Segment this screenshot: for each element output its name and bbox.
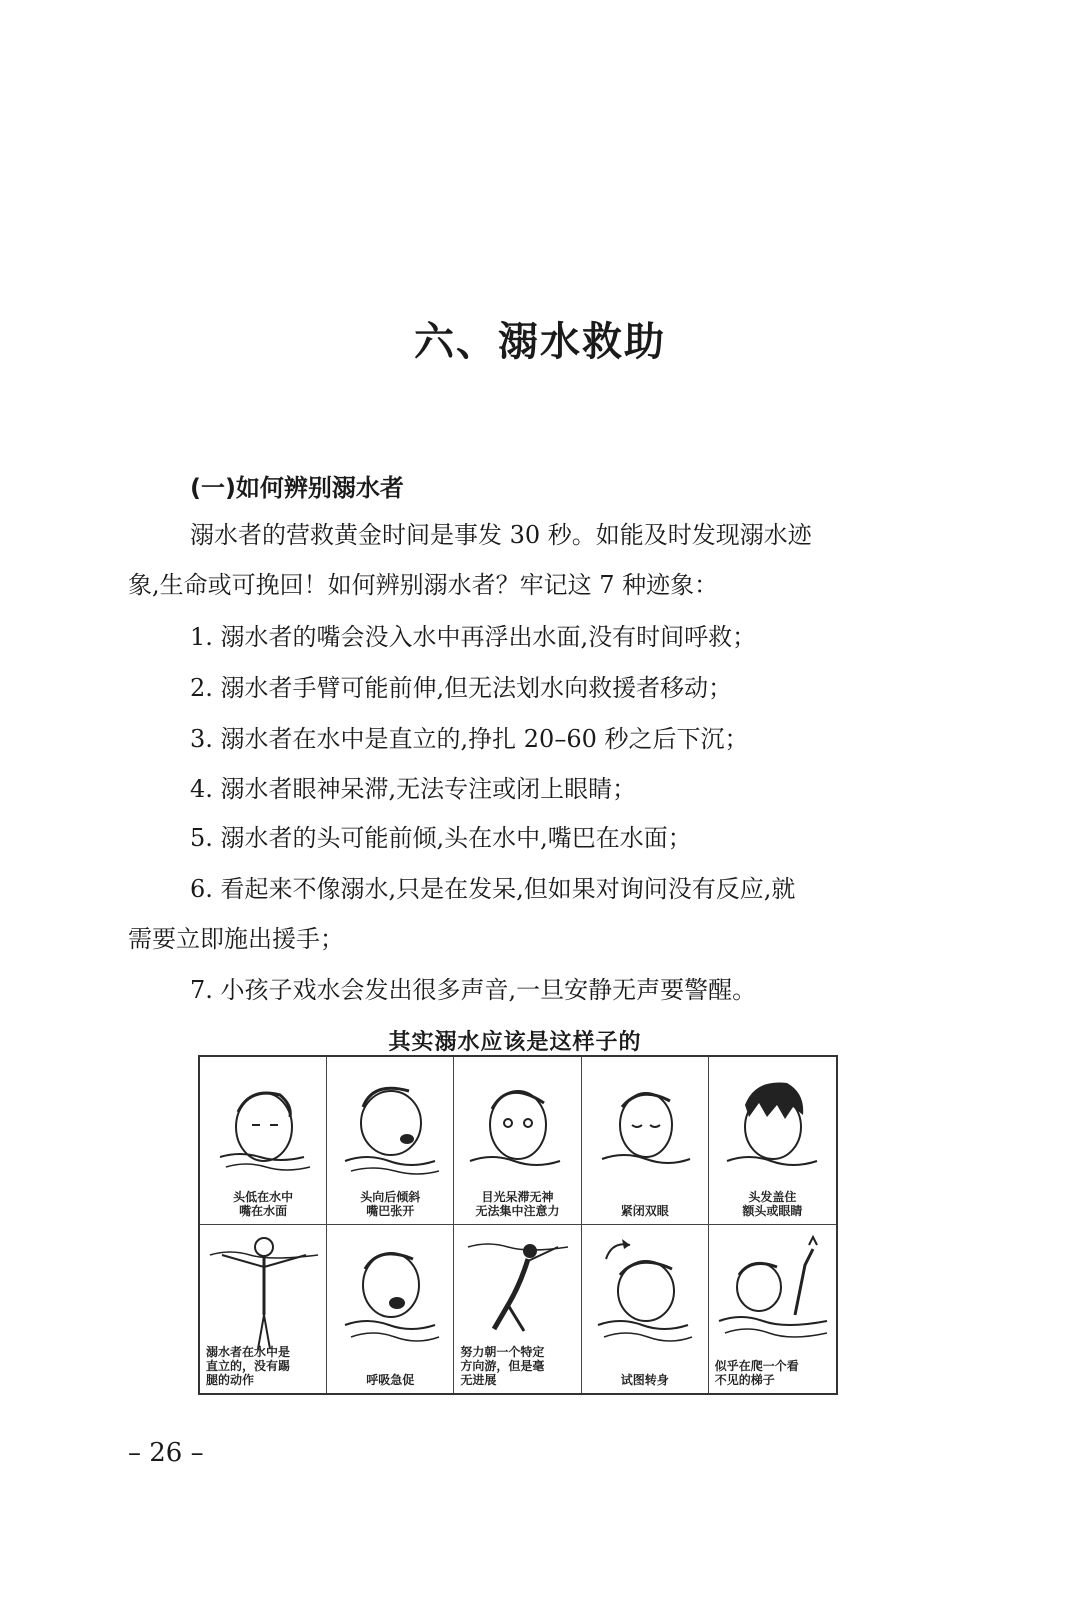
panel-glassy-eyes (454, 1057, 581, 1225)
sign-6-line-1: 6. 看起来不像溺水,只是在发呆,但如果对询问没有反应,就 (190, 875, 796, 903)
illustration-grid (198, 1055, 838, 1395)
sign-7: 7. 小孩子戏水会发出很多声音,一旦安静无声要警醒。 (190, 976, 757, 1004)
caption-9: 试图转身 (620, 1373, 669, 1387)
figure-title: 其实溺水应该是这样子的 (388, 1030, 642, 1055)
panel-swimming-no-progress (454, 1225, 581, 1393)
chapter-title: 六、溺水救助 (414, 318, 666, 365)
panel-eyes-closed (582, 1057, 709, 1225)
panel-upright-body (200, 1225, 327, 1393)
sign-4: 4. 溺水者眼神呆滞,无法专注或闭上眼睛； (190, 775, 637, 803)
caption-6: 溺水者在水中是 直立的，没有踢 腿的动作 (206, 1345, 291, 1387)
caption-7: 呼吸急促 (366, 1373, 415, 1387)
sign-5: 5. 溺水者的头可能前倾,头在水中,嘴巴在水面； (190, 824, 692, 852)
gasping-drawing (327, 1225, 454, 1393)
intro-line-2: 象,生命或可挽回！如何辨别溺水者？牢记这 7 种迹象： (128, 571, 719, 599)
page-number: – 26 – (128, 1438, 204, 1468)
eyes-closed-drawing (582, 1057, 709, 1225)
caption-8: 努力朝一个特定 方向游，但是毫 无进展 (460, 1345, 545, 1387)
sign-2: 2. 溺水者手臂可能前伸,但无法划水向救援者移动； (190, 674, 733, 702)
panel-trying-to-roll (582, 1225, 709, 1393)
sign-3: 3. 溺水者在水中是直立的,挣扎 20–60 秒之后下沉； (190, 725, 749, 753)
panel-hair-over-face (709, 1057, 836, 1225)
caption-3: 目光呆滞无神 无法集中注意力 (475, 1190, 560, 1218)
caption-10: 似乎在爬一个看 不见的梯子 (714, 1359, 799, 1387)
caption-1: 头低在水中 嘴在水面 (233, 1190, 294, 1218)
sign-1: 1. 溺水者的嘴会没入水中再浮出水面,没有时间呼救； (190, 623, 757, 651)
panel-climbing-ladder (709, 1225, 836, 1393)
caption-2: 头向后倾斜 嘴巴张开 (360, 1190, 421, 1218)
drowning-signs-illustration (190, 1025, 840, 1397)
intro-line-1: 溺水者的营救黄金时间是事发 30 秒。如能及时发现溺水迹 (190, 521, 812, 549)
panel-gasping (327, 1225, 454, 1393)
trying-to-roll-drawing (582, 1225, 709, 1393)
panel-head-low (200, 1057, 327, 1225)
caption-4: 紧闭双眼 (620, 1204, 669, 1218)
sign-6-line-2: 需要立即施出援手； (128, 925, 344, 953)
caption-5: 头发盖住 额头或眼睛 (742, 1190, 803, 1218)
panel-head-tilted-back (327, 1057, 454, 1225)
section-heading: (一)如何辨别溺水者 (190, 474, 404, 502)
